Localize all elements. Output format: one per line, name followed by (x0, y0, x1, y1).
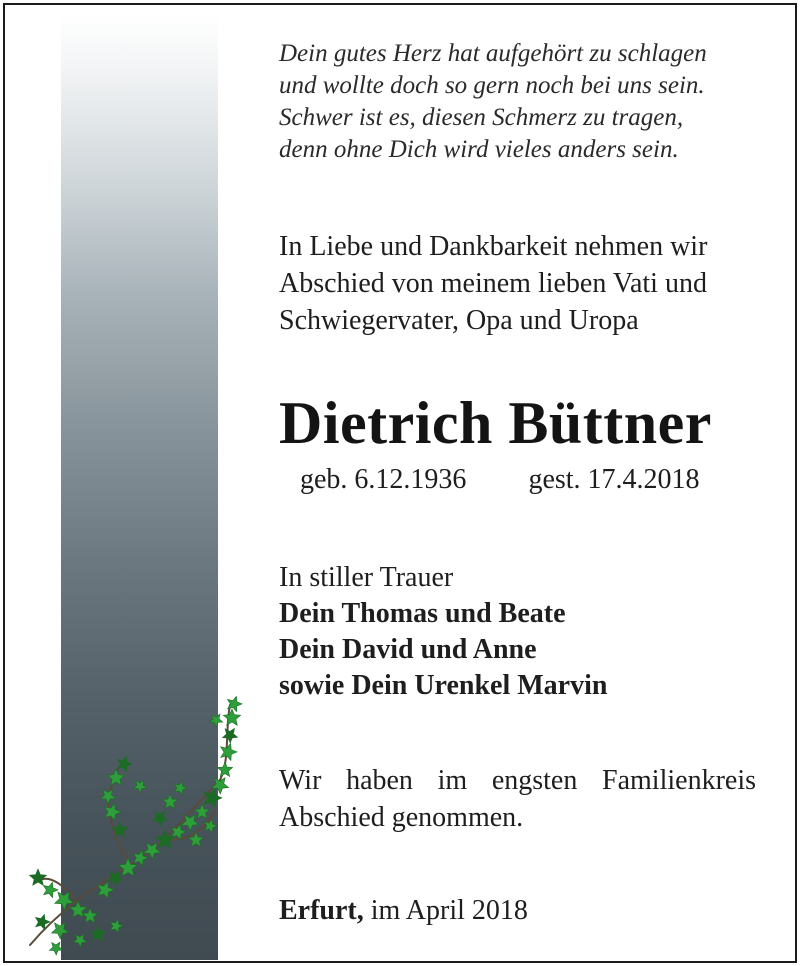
death-date: gest. 17.4.2018 (528, 464, 700, 495)
mourner-name: sowie Dein Urenkel Marvin (279, 670, 608, 701)
ivy-leaf-icon (217, 762, 232, 777)
life-dates (300, 463, 756, 497)
ivy-leaf-icon (162, 794, 177, 809)
ivy-leaf-icon (223, 728, 238, 743)
mourner-name: Dein David und Anne (279, 634, 537, 665)
closing-text (279, 762, 756, 836)
ivy-leaf-icon (221, 743, 237, 760)
place-city: Erfurt, (279, 895, 364, 926)
poem-line: und wollte doch so gern noch bei uns sein. (279, 72, 705, 99)
intro-line: Abschied von meinem lieben Vati und (279, 268, 707, 299)
ivy-leaf-icon (153, 811, 168, 826)
birth-date: geb. 6.12.1936 (300, 464, 467, 495)
ivy-leaf-icon (44, 882, 59, 897)
ivy-leaf-icon (52, 923, 69, 939)
ivy-leaf-icon (188, 832, 203, 847)
ivy-leaf-icon (105, 803, 121, 820)
ivy-leaf-icon (90, 926, 105, 941)
ivy-leaf-icon (204, 819, 217, 832)
ivy-branch-icon (20, 690, 250, 960)
poem-line: denn ohne Dich wird vieles anders sein. (279, 136, 679, 163)
ivy-leaf-icon (82, 908, 97, 923)
poem-line: Dein gutes Herz hat aufgehört zu schlagen (279, 40, 707, 67)
closing-line: Wir haben im engsten Familienkreis (279, 765, 756, 796)
notice-date: im April 2018 (370, 895, 528, 926)
ivy-leaf-icon (182, 815, 199, 831)
intro-text (279, 228, 756, 339)
poem-verse (279, 38, 756, 166)
intro-line: Schwiegervater, Opa und Uropa (279, 305, 639, 336)
intro-line: In Liebe und Dankbarkeit nehmen wir (279, 231, 708, 262)
ivy-leaf-icon (107, 769, 124, 785)
ivy-leaf-icon (174, 781, 187, 794)
ivy-leaf-icon (73, 934, 86, 947)
ivy-leaf-icon (209, 714, 222, 727)
mourner-name: Dein Thomas und Beate (279, 598, 566, 629)
mourners-block (279, 560, 756, 704)
ivy-leaf-icon (133, 780, 146, 793)
ivy-leaf-icon (49, 942, 62, 955)
ivy-leaf-icon (110, 919, 123, 932)
ivy-leaf-icon (29, 869, 46, 885)
mourning-intro: In stiller Trauer (279, 562, 454, 593)
place-date (279, 893, 756, 929)
ivy-leaf-icon (118, 756, 133, 771)
closing-line: Abschied genommen. (279, 802, 524, 833)
deceased-name: Dietrich Büttner (279, 390, 712, 456)
poem-line: Schwer ist es, diesen Schmerz zu tragen, (279, 104, 684, 131)
ivy-leaf-icon (223, 709, 240, 725)
ivy-leaf-icon (101, 789, 116, 804)
